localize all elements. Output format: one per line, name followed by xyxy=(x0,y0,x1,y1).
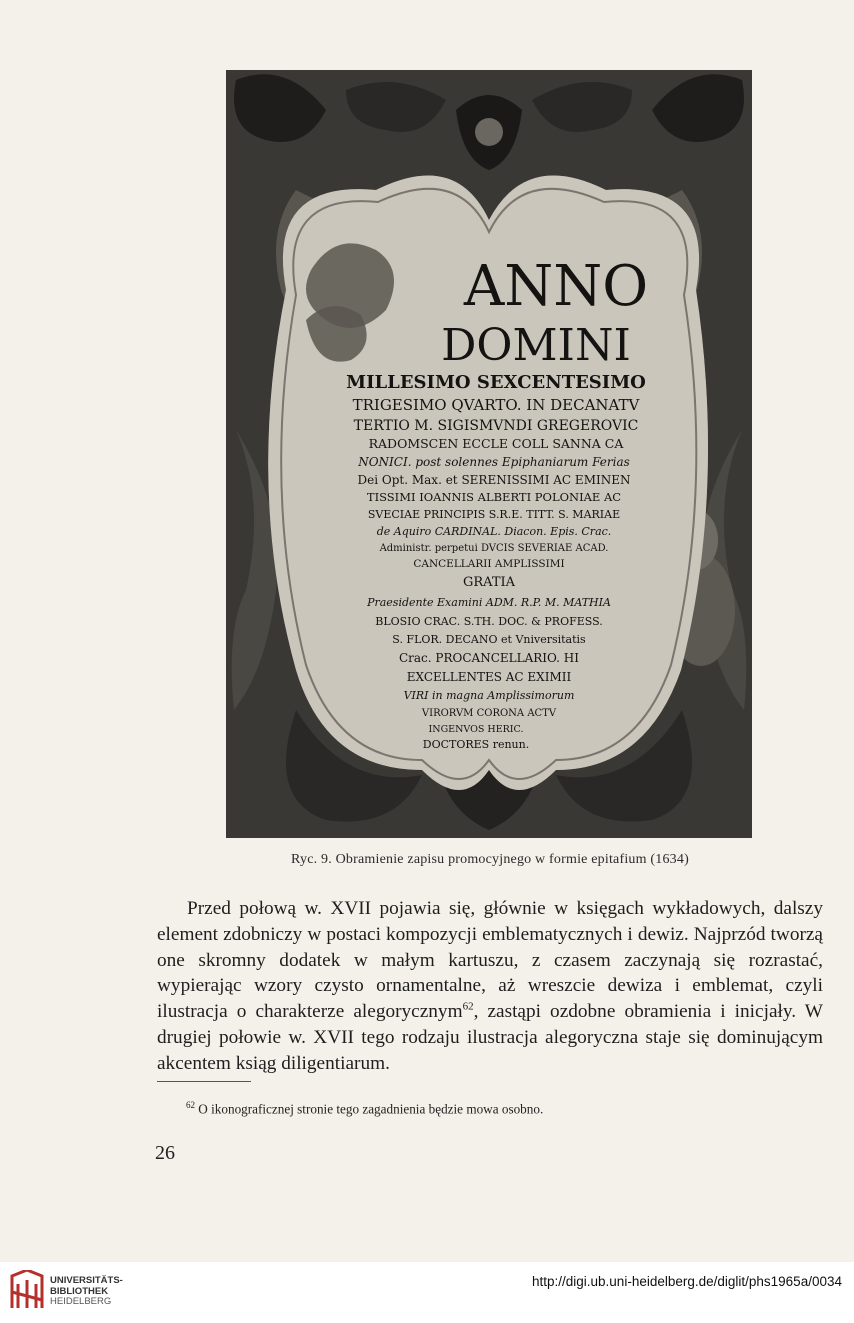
inscription-line: NONICI. post solennes Epiphaniarum Ferias xyxy=(358,455,630,469)
inscription-line: CANCELLARII AMPLISSIMI xyxy=(413,558,565,570)
footnote-number: 62 xyxy=(186,1100,195,1110)
library-name-line: UNIVERSITÄTS- xyxy=(50,1275,123,1286)
inscription-line: INGENVOS HERIC. xyxy=(428,724,524,735)
inscription-line: Crac. PROCANCELLARIO. HI xyxy=(398,651,580,665)
inscription-line: DOCTORES renun. xyxy=(422,738,530,751)
inscription-line: RADOMSCEN ECCLE COLL SANNA CA xyxy=(368,436,624,451)
footnote-reference[interactable]: 62 xyxy=(462,1000,474,1013)
document-url-link[interactable]: http://digi.ub.uni-heidelberg.de/diglit/phs1965a/0034 xyxy=(532,1274,842,1289)
body-paragraph xyxy=(157,896,823,1077)
inscription-line: VIRORVM CORONA ACTV xyxy=(421,708,557,719)
paragraph-text-continued: , zastąpi ozdobne obramienia i inicjały. W drugiej połowie w. XVII tego rodzaju ilustracja alegoryczna staje się dominującym akcentem ksiąg diligentiarum. xyxy=(157,1001,823,1074)
footnote xyxy=(186,1100,816,1117)
university-library-logo-icon[interactable] xyxy=(10,1270,44,1310)
inscription-line: EXCELLENTES AC EXIMII xyxy=(406,670,572,684)
inscription-line: Praesidente Examini ADM. R.P. M. MATHIA xyxy=(367,596,611,609)
inscription-line: BLOSIO CRAC. S.TH. DOC. & PROFESS. xyxy=(375,615,603,628)
library-name-line: HEIDELBERG xyxy=(50,1296,112,1307)
inscription-line: ANNO xyxy=(463,254,649,319)
inscription-line: SVECIAE PRINCIPIS S.R.E. TITT. S. MARIAE xyxy=(367,508,621,521)
library-name[interactable] xyxy=(50,1276,123,1308)
inscription-line: VIRI in magna Amplissimorum xyxy=(403,689,575,702)
footnote-divider xyxy=(157,1081,251,1082)
inscription-line: GRATIA xyxy=(462,575,516,590)
inscription-line: TISSIMI IOANNIS ALBERTI POLONIAE AC xyxy=(366,490,622,504)
inscription-line: DOMINI xyxy=(441,320,631,371)
inscription-line: Administr. perpetui DVCIS SEVERIAE ACAD. xyxy=(379,543,609,554)
library-name-line: BIBLIOTHEK xyxy=(50,1285,109,1297)
inscription-line: S. FLOR. DECANO et Vniversitatis xyxy=(392,633,586,646)
paragraph-text: Przed połową w. XVII pojawia się, głównie w księgach wykładowych, dalszy element zdobniczy w postaci kompozycji emblematycznych i dewiz. Najprzód tworzą one skromny dodatek w małym kartuszu, z czasem zaczynają się rozrastać, wypierając wzory czysto ornamentalne, aż wreszcie dewiza i emblemat, czyli ilustracja o charakterze alegorycznym xyxy=(157,898,823,1023)
inscription-line: TERTIO M. SIGISMVNDI GREGEROVIC xyxy=(353,418,639,434)
figure-caption: Ryc. 9. Obramienie zapisu promocyjnego w formie epitafium (1634) xyxy=(291,852,689,867)
inscription-line: Dei Opt. Max. et SERENISSIMI AC EMINEN xyxy=(357,473,631,487)
page-number: 26 xyxy=(155,1142,175,1164)
inscription-line: de Aquiro CARDINAL. Diacon. Epis. Crac. xyxy=(376,525,612,538)
inscription-line: MILLESIMO SEXCENTESIMO xyxy=(346,372,646,393)
inscription-line: TRIGESIMO QVARTO. IN DECANATV xyxy=(352,396,640,414)
footnote-text: O ikonograficznej stronie tego zagadnienia będzie mowa osobno. xyxy=(198,1101,544,1117)
viewer-footer xyxy=(0,1262,854,1323)
epitaph-illustration xyxy=(226,70,752,838)
